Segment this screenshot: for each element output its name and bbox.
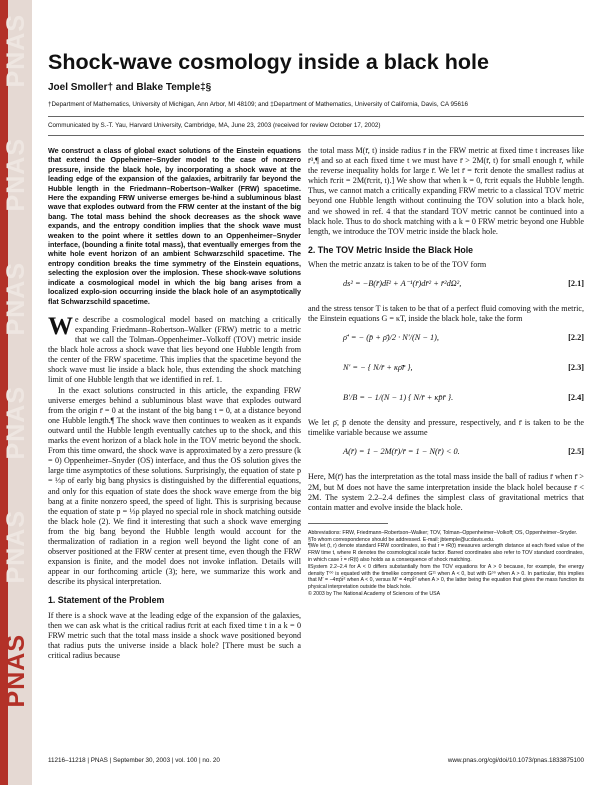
equation-number: [2.4] <box>568 393 584 403</box>
sidebar-logo-word: PNAS <box>2 138 30 212</box>
equation-body: A(r̄) = 1 − 2M(r̄)/r̄ = 1 − N(r̄) < 0. <box>343 447 460 457</box>
intro-paragraph <box>48 312 301 386</box>
journal-sidebar <box>0 0 32 785</box>
footer-citation: 11216–11218 | PNAS | September 30, 2003 | vol. 100 | no. 20 <box>48 757 220 764</box>
body-paragraph: In the exact solutions constructed in this article, the expanding FRW universe emerges behind a subluminous blast wave that explodes outward from the origin r̄ = 0 at the instant of the big bang t = 0, at a distance beyond one Hubble length.¶ The shock wave then continues to weaken as it expands outward until the Hubble length eventually catches up to the shock, and this marks the event horizon of a black hole in the TOV metric beyond the shock. From this time onward, the shock wave is approximated by a zero pressure (k = 0) Oppenheimer–Snyder (OS) interface, and thus the OS solution gives the large time asymptotics of these solutions. Surprisingly, the equation of state p = ⅓ρ of early big bang physics is distinguished by the differential equations, and only for this equation of state does the shock wave emerge from the big bang at a finite nonzero speed, the speed of light. This is surprising because the equation of state p = ⅓ρ played no special role in shock matching outside the black hole (2). We find it interesting that such a shock wave emerging from the big bang beyond the Hubble length would account for the thermalization of radiation in a region well beyond the light cone of an observer positioned at the FRW center at present time, even though the FRW expansion is finite, and the model does not invoke inflation. Details will appear in our forthcoming article (3); here, we summarize this work and describe its physical interpretation. <box>48 385 301 587</box>
abstract <box>48 146 301 306</box>
footnote-correspondence: §To whom correspondence should be addressed. E-mail: jbtemple@ucdavis.edu. <box>308 536 495 543</box>
article-page <box>48 0 584 785</box>
equation-number: [2.2] <box>568 333 584 343</box>
equation-number: [2.5] <box>568 447 584 457</box>
equation-2-3 <box>308 358 584 384</box>
section-heading: 1. Statement of the Problem <box>48 595 165 606</box>
equation-body: N′ = − { N/r̄ + κρ̄r̄ }, <box>343 363 413 373</box>
body-paragraph: We let ρ̄, p̄ denote the density and pressure, respectively, and r̄ is taken to be the timelike variable because we assume <box>308 418 584 438</box>
equation-2-5 <box>308 442 584 468</box>
sidebar-logo-word: PNAS <box>2 386 30 460</box>
equation-2-4 <box>308 388 584 414</box>
copyright-notice: © 2003 by The National Academy of Sciences of the USA <box>308 590 441 597</box>
affiliations: †Department of Mathematics, University of Michigan, Ann Arbor, MI 48109; and ‡Department of Mathematics, University of California, Davis, CA 95616 <box>48 101 468 108</box>
footnote-coordinates: ¶We let (t, r) denote standard FRW coordinates, so that r̄ = rR(t) measures arclength distance at each fixed value of the FRW time t, where R denotes the cosmological scale factor. Barred coordinates also refer to TOV standard coordinates, in which case r̄ = rR(t) also holds as a consequence of shock matching. <box>308 543 584 563</box>
body-paragraph: Here, M(r̄) has the interpretation as the total mass inside the ball of radius r̄ when r̄ > 2M, but M does not have the same interpretation inside the black hole‖ because r̄ < 2M. The system 2.2–2.4 defines the simplest class of gravitational metrics that contain matter and evolve inside the black hole. <box>308 472 584 512</box>
sidebar-logo-word: PNAS <box>2 14 30 88</box>
sidebar-logo-main: PNAS <box>2 634 30 708</box>
article-title: Shock-wave cosmology inside a black hole <box>48 50 489 74</box>
equation-body: ds² = −B(r̄)dt̄² + A⁻¹(r̄)dr̄² + r̄²dΩ², <box>343 279 462 289</box>
equation-number: [2.1] <box>568 279 584 289</box>
body-paragraph: and the stress tensor T is taken to be that of a perfect fluid comoving with the metric, the Einstein equations G = κT, inside the black hole, take the form <box>308 304 584 324</box>
body-paragraph: If there is a shock wave at the leading edge of the expansion of the galaxies, then we can ask what is the critical radius r̄crit at each fixed time t in a k = 0 FRW metric such that the total mass inside a shock wave positioned beyond that radius puts the universe inside a black hole? [There must be such a critical radius because <box>48 610 301 660</box>
footnote-divider <box>308 523 388 524</box>
sidebar-logo-word: PNAS <box>2 262 30 336</box>
sidebar-logo-word: PNAS <box>2 510 30 584</box>
body-paragraph: the total mass M(r̄, t) inside radius r̄ in the FRW metric at fixed time t increases like r̄³,¶ and so at each fixed time t we must have r̄ > 2M(r̄, t) for small enough r̄, while the reverse inequality holds for large r̄. We let r̄ = r̄crit denote the smallest radius at which r̄crit = 2M(r̄crit, t).] We show that when k = 0, r̄crit equals the Hubble length. Thus, we cannot match a critically expanding FRW metric to a classical TOV metric beyond one Hubble length without continuing the TOV solution into a black hole, and we showed in ref. 4 that the standard TOV metric cannot be continued into a black hole. Thus to do shock matching with a k = 0 FRW metric beyond one Hubble length, we introduce the TOV metric inside the black hole. <box>308 146 584 236</box>
author-list: Joel Smoller† and Blake Temple‡§ <box>48 82 212 93</box>
equation-2-2 <box>308 328 584 354</box>
footnote-system: ‖System 2.2–2.4 for A < 0 differs substantially from the TOV equations for A > 0 because, for example, the energy density T⁰⁰ is equated with the timelike component G¹¹ when A < 0, but with G⁰⁰ when A > 0. In particular, this implies that M′ = −4πp̄r̄² when A < 0, versus M′ = 4πρ̄r̄² when A > 0, the latter being the equation that gives the mass function its physical interpretation outside the black hole. <box>308 563 584 591</box>
header-divider <box>48 135 584 136</box>
right-column <box>308 146 584 598</box>
intro-body <box>48 312 301 588</box>
body-paragraph: When the metric anzatz is taken to be of the TOV form <box>308 259 487 269</box>
intro-text: e describe a cosmological model based on matching a critically expanding Friedmann–Robertson–Walker (FRW) metric to a metric that we call the Tolman–Oppenheimer–Volkoff (TOV) metric inside the black hole across a shock wave that lies beyond one Hubble length from the center of the FRW spacetime. This implies that the spacetime beyond the shock wave must lie inside a black hole, thus extending the shock matching limit of one Hubble length that we identified in ref. 1. <box>48 314 301 385</box>
abstract-text: We construct a class of global exact solutions of the Einstein equations that extend the Oppeheimer–Snyder model to the case of nonzero pressure, inside the black hole, by incorporating a shock wave at the leading edge of the expansion of the galaxies, arbitrarily far beyond the Hubble length in the Friedmann–Robertson–Walker (FRW) spacetime. Here the expanding FRW universe emerges be-hind a subluminous blast wave that explodes outward from the FRW center at the instant of the big bang. The total mass behind the shock decreases as the shock wave expands, and the entropy condition implies that the shock wave must weaken to the point where it settles down to an Oppenheimer–Snyder interface, (bounding a finite total mass), that eventually emerges from the white hole event horizon of an ambient Schwarzschild spacetime. The entropy condition breaks the time symmetry of the Einstein equations, selecting the explosion over the implosion. These shock-wave solutions indicate a cosmological model in which the big bang arises from a localized explo-sion occurring inside the black hole of an asymptotically flat Schwarzschild spacetime. <box>48 146 301 306</box>
footnote-abbreviations: Abbreviations: FRW, Friedmann–Robertson–Walker; TOV, Tolman–Oppenheimer–Volkoff; OS, Oppenheimer–Snyder. <box>308 529 578 536</box>
drop-cap: W <box>48 312 73 340</box>
equation-body: ρ̄′ = − (p̄ + ρ̄)/2 · N′/(N − 1), <box>343 333 439 343</box>
header-divider <box>48 116 584 117</box>
equation-body: B′/B = − 1/(N − 1) { N/r̄ + κp̄r̄ }. <box>343 393 454 403</box>
communicated-by: Communicated by S.-T. Yau, Harvard University, Cambridge, MA, June 23, 2003 (received for review October 17, 2002) <box>48 122 381 129</box>
footer-doi-link[interactable]: www.pnas.org/cgi/doi/10.1073/pnas.1833875100 <box>447 757 584 764</box>
left-column <box>48 146 301 661</box>
equation-2-1 <box>308 274 584 300</box>
equation-number: [2.3] <box>568 363 584 373</box>
section-heading: 2. The TOV Metric Inside the Black Hole <box>308 244 474 255</box>
